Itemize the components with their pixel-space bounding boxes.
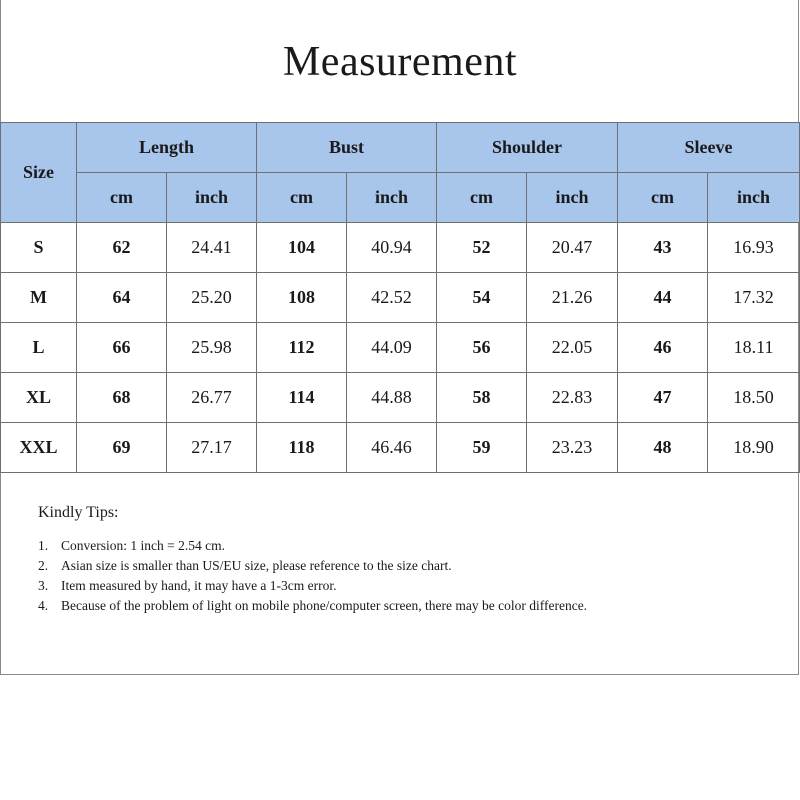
inch-value: 24.41 [167, 223, 257, 273]
cm-value: 46 [618, 323, 708, 373]
inch-value: 18.50 [708, 373, 800, 423]
cm-value: 69 [77, 423, 167, 473]
tip-number: 4. [38, 598, 49, 613]
inch-value: 44.09 [347, 323, 437, 373]
tip-text: Asian size is smaller than US/EU size, please reference to the size chart. [61, 558, 452, 573]
tip-item [38, 556, 638, 576]
cm-value: 118 [257, 423, 347, 473]
inch-value: 40.94 [347, 223, 437, 273]
cm-value: 66 [77, 323, 167, 373]
table-row [1, 273, 800, 323]
size-label: L [1, 323, 77, 373]
inch-value: 46.46 [347, 423, 437, 473]
cm-value: 48 [618, 423, 708, 473]
inch-value: 16.93 [708, 223, 800, 273]
cm-value: 64 [77, 273, 167, 323]
inch-value: 23.23 [527, 423, 618, 473]
cm-value: 47 [618, 373, 708, 423]
unit-header: inch [347, 173, 437, 223]
tip-text: Conversion: 1 inch = 2.54 cm. [61, 538, 225, 553]
inch-value: 44.88 [347, 373, 437, 423]
cm-value: 52 [437, 223, 527, 273]
tips-list [38, 536, 638, 616]
bust-header: Bust [257, 123, 437, 173]
size-label: XL [1, 373, 77, 423]
cm-value: 62 [77, 223, 167, 273]
cm-value: 112 [257, 323, 347, 373]
inch-value: 18.11 [708, 323, 800, 373]
unit-header: cm [618, 173, 708, 223]
tip-text: Item measured by hand, it may have a 1-3cm error. [61, 578, 337, 593]
unit-header: inch [708, 173, 800, 223]
kindly-tips [38, 504, 638, 616]
inch-value: 20.47 [527, 223, 618, 273]
cm-value: 114 [257, 373, 347, 423]
tip-number: 1. [38, 538, 49, 553]
length-header: Length [77, 123, 257, 173]
inch-value: 25.98 [167, 323, 257, 373]
unit-header: cm [437, 173, 527, 223]
cm-value: 54 [437, 273, 527, 323]
shoulder-header: Shoulder [437, 123, 618, 173]
cm-value: 58 [437, 373, 527, 423]
table-row [1, 423, 800, 473]
inch-value: 26.77 [167, 373, 257, 423]
tip-item [38, 576, 638, 596]
size-label: S [1, 223, 77, 273]
unit-header: cm [257, 173, 347, 223]
cm-value: 104 [257, 223, 347, 273]
tip-item [38, 536, 638, 556]
tips-title: Kindly Tips: [38, 504, 119, 521]
page-title: Measurement [282, 39, 518, 85]
tip-number: 3. [38, 578, 49, 593]
cm-value: 43 [618, 223, 708, 273]
inch-value: 25.20 [167, 273, 257, 323]
sleeve-header: Sleeve [618, 123, 800, 173]
table-row [1, 223, 800, 273]
cm-value: 108 [257, 273, 347, 323]
header-units-row [1, 173, 800, 223]
cm-value: 44 [618, 273, 708, 323]
inch-value: 22.05 [527, 323, 618, 373]
inch-value: 21.26 [527, 273, 618, 323]
inch-value: 17.32 [708, 273, 800, 323]
size-chart-table [0, 122, 800, 473]
table-row [1, 373, 800, 423]
cm-value: 68 [77, 373, 167, 423]
inch-value: 18.90 [708, 423, 800, 473]
unit-header: inch [527, 173, 618, 223]
table-row [1, 323, 800, 373]
inch-value: 42.52 [347, 273, 437, 323]
tip-item [38, 596, 638, 616]
header-group-row [1, 123, 800, 173]
cm-value: 59 [437, 423, 527, 473]
tip-text: Because of the problem of light on mobile phone/computer screen, there may be color difference. [61, 598, 588, 613]
size-label: M [1, 273, 77, 323]
tip-number: 2. [38, 558, 49, 573]
inch-value: 22.83 [527, 373, 618, 423]
unit-header: inch [167, 173, 257, 223]
inch-value: 27.17 [167, 423, 257, 473]
cm-value: 56 [437, 323, 527, 373]
unit-header: cm [77, 173, 167, 223]
size-column-header: Size [1, 123, 77, 223]
size-label: XXL [1, 423, 77, 473]
